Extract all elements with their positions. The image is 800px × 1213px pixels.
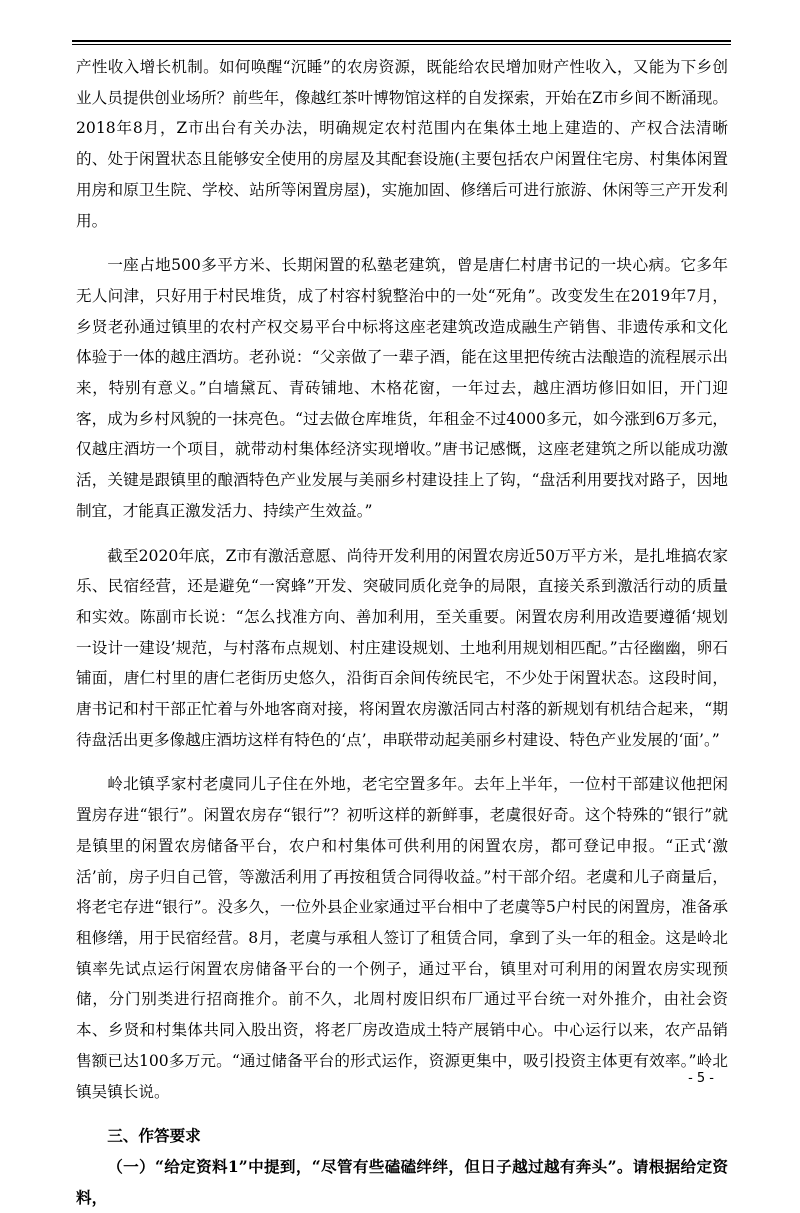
paragraph-tangren-village: 一座占地500多平方米、长期闲置的私塾老建筑，曾是唐仁村唐书记的一块心病。它多年无人问津，只好用于村民堆货，成了村容村貌整治中的一处“死角”。改变发生在2019年7月，乡贤老孙通过镇里的农村产权交易平台中标将这座老建筑改造成融生产销售、非遗传承和文化体验于一体的越庄酒坊。老孙说：“父亲做了一辈子酒，能在这里把传统古法酿造的流程展示出来，特别有意义。”白墙黛瓦、青砖铺地、木格花窗，一年过去，越庄酒坊修旧如旧，开门迎客，成为乡村风貌的一抹亮色。“过去做仓库堆货，年租金不过4000多元，如今涨到6万多元，仅越庄酒坊一个项目，就带动村集体经济实现增收。”唐书记感慨，这座老建筑之所以能成功激活，关键是跟镇里的酿酒特色产业发展与美丽乡村建设挂上了钩，“盘活利用要找对路子，因地制宜，才能真正激发活力、持续产生效益。” xyxy=(76,256,728,520)
paragraph-z-city-2020: 截至2020年底，Z市有激活意愿、尚待开发利用的闲置农房近50万平方米，是扎堆搞农家乐、民宿经营，还是避免“一窝蜂”开发、突破同质化竞争的局限，直接关系到激活行动的质量和实效。陈副市长说：“怎么找准方向、善加利用，至关重要。闲置农房利用改造要遵循‘规划一设计一建设’规范，与村落布点规划、村庄建设规划、土地利用规划相匹配。”古径幽幽，卵石铺面，唐仁村里的唐仁老街历史悠久，沿街百余间传统民宅，不少处于闲置状态。这段时间，唐书记和村干部正忙着与外地客商对接，将闲置农房激活同古村落的新规划有机结合起来，“期待盘活出更多像越庄酒坊这样有特色的‘点’，串联带动起美丽乡村建设、特色产业发展的‘面’。” xyxy=(76,546,728,749)
question-text: （一）“给定资料1”中提到，“尽管有些磕磕绊绊，但日子越过越有奔头”。请根据给定资料， xyxy=(76,1156,728,1207)
header-rule xyxy=(72,40,731,42)
paragraph-lingbei-town: 岭北镇孚家村老虞同儿子住在外地，老宅空置多年。去年上半年，一位村干部建议他把闲置房存进“银行”。闲置农房存“银行”？初听这样的新鲜事，老虞很好奇。这个特殊的“银行”就是镇里的闲置农房储备平台，农户和村集体可供利用的闲置农房，都可登记申报。“正式‘激活’前，房子归自己管，等激活利用了再按租赁合同得收益。”村干部介绍。老虞和儿子商量后，将老宅存进“银行”。没多久，一位外县企业家通过平台相中了老虞等5户村民的闲置房，准备承租修缮，用于民宿经营。8月，老虞与承租人签订了租赁合同，拿到了头一年的租金。这是岭北镇率先试点运行闲置农房储备平台的一个例子，通过平台，镇里对可利用的闲置农房实现预储，分门别类进行招商推介。前不久，北周村废旧织布厂通过平台统一对外推介，由社会资本、乡贤和村集体共同入股出资，将老厂房改造成土特产展销中心。中心运行以来，农产品销售额已达100多万元。“通过储备平台的形式运作，资源更集中，吸引投资主体更有效率。”岭北镇吴镇长说。 xyxy=(76,775,728,1101)
paragraph-continuation: 产性收入增长机制。如何唤醒“沉睡”的农房资源，既能给农民增加财产性收入，又能为下乡创业人员提供创业场所？前些年，像越红茶叶博物馆这样的自发探索，开始在Z市乡间不断涌现。2018年8月，Z市出台有关办法，明确规定农村范围内在集体土地上建造的、产权合法清晰的、处于闲置状态且能够安全使用的房屋及其配套设施(主要包括农户闲置住宅房、村集体闲置用房和原卫生院、学校、站所等闲置房屋)，实施加固、修缮后可进行旅游、休闲等三产开发利用。 xyxy=(76,58,728,230)
page-number: - 5 - xyxy=(688,1071,714,1086)
document-body xyxy=(76,52,728,1213)
section-heading: 三、作答要求 xyxy=(107,1127,201,1146)
header-rule-thin xyxy=(72,44,731,45)
